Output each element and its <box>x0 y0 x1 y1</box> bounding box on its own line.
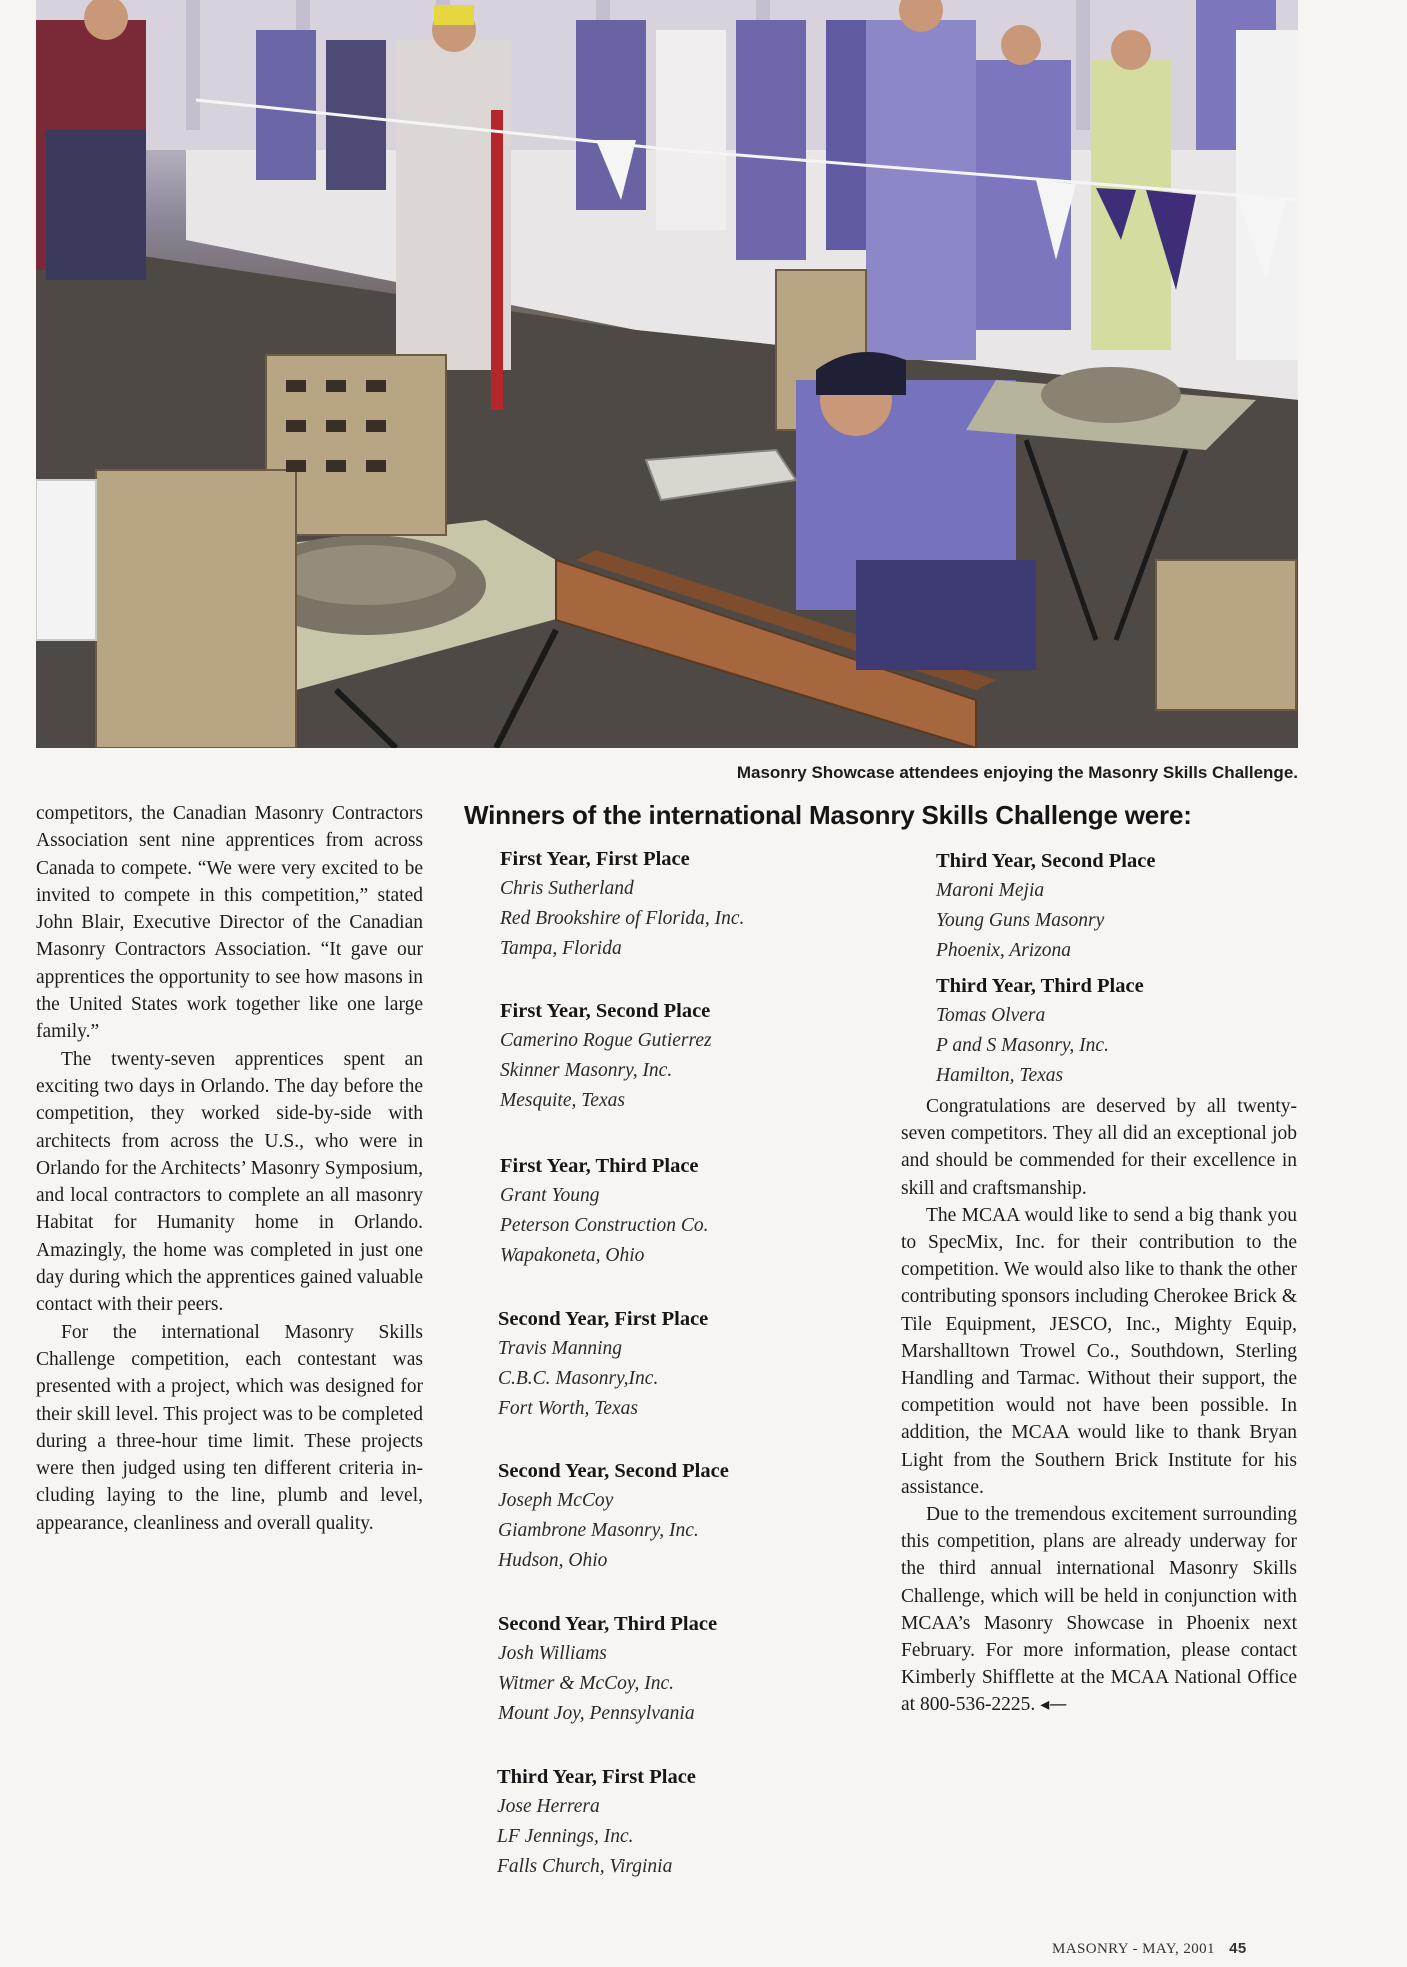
winner-name: Jose Herrera <box>497 1796 600 1817</box>
winner-entry <box>936 972 1236 1091</box>
winner-company: Peterson Construction Co. <box>500 1215 709 1236</box>
paragraph: competitors, the Canadian Masonry Contractors Association sent nine apprentices from across Canada to compete. “We were very excited to be invited to compete in this competition,” stated John Blair, Executive Director of the Canadian Masonry Contractors Association. “It gave our apprentices the opportunity to see how masons in the United States work together like one large family.” <box>36 803 423 1043</box>
masonry-skills-photo <box>36 0 1298 748</box>
photo-caption: Masonry Showcase attendees enjoying the Masonry Skills Challenge. <box>736 763 1298 782</box>
winner-place: First Year, Third Place <box>500 1155 699 1177</box>
paragraph: For the international Masonry Skills Challenge competition, each contestant was presented with a project, which was designed for their skill level. This project was to be completed during a three-hour time limit. These projects were then judged using ten different criteria including laying to the line, plumb and level, appearance, cleanliness and overall quality. <box>36 1321 423 1534</box>
winner-company: P and S Masonry, Inc. <box>936 1035 1109 1056</box>
winner-location: Tampa, Florida <box>500 938 622 959</box>
winner-name: Tomas Olvera <box>936 1005 1046 1026</box>
winner-company: Red Brookshire of Florida, Inc. <box>500 908 745 929</box>
page-number: 45 <box>1229 1940 1247 1957</box>
winner-location: Mesquite, Texas <box>500 1090 625 1111</box>
winner-entry <box>498 1610 798 1729</box>
winner-company: Young Guns Masonry <box>936 910 1105 931</box>
page-footer <box>1052 1940 1247 1958</box>
winner-location: Falls Church, Virginia <box>497 1856 673 1877</box>
winner-place: Second Year, Third Place <box>498 1613 718 1635</box>
winner-place: Second Year, First Place <box>498 1308 709 1330</box>
winner-entry <box>500 997 800 1116</box>
winner-place: Second Year, Second Place <box>498 1460 729 1482</box>
winner-location: Phoenix, Arizona <box>936 940 1072 961</box>
winner-entry <box>936 847 1236 966</box>
winner-location: Wapakoneta, Ohio <box>500 1245 645 1266</box>
paragraph: The MCAA would like to send a big thank you to SpecMix, Inc. for their contribution to the competition. We would also like to thank the other contributing sponsors including Cherokee Brick & Tile Equipment, JESCO, Inc., Mighty Equip, Marshalltown Trowel Co., Southdown, Sterling Handling and Tarmac. Without their support, the competition would not have been possible. In addition, the MCAA would like to thank Bryan Light from the Southern Brick Institute for his assistance. <box>901 1204 1297 1498</box>
winner-name: Travis Manning <box>498 1338 623 1359</box>
winner-name: Grant Young <box>500 1185 600 1206</box>
winner-location: Mount Joy, Pennsylvania <box>498 1703 695 1724</box>
winner-location: Fort Worth, Texas <box>498 1398 638 1419</box>
winner-location: Hudson, Ohio <box>498 1550 608 1571</box>
winner-name: Camerino Rogue Gutierrez <box>500 1030 712 1051</box>
winner-entry <box>497 1763 797 1882</box>
left-column <box>36 800 423 1537</box>
winner-entry <box>500 1152 800 1271</box>
right-column <box>901 1093 1297 1719</box>
winner-entry <box>500 845 800 964</box>
winner-place: Third Year, Third Place <box>936 975 1144 997</box>
photo-illustration <box>36 0 1298 748</box>
winner-name: Chris Sutherland <box>500 878 634 899</box>
paragraph-text: Due to the tremendous excitement surrounding this competition, plans are already underway for the third annual international Masonry Skills Challenge, which will be held in conjunction with MCAA’s Masonry Showcase in Phoenix next February. For more information, please contact Kimberly Shifflette at the MCAA National Office at 800-536-2225. <box>901 1504 1297 1716</box>
winner-location: Hamilton, Texas <box>936 1065 1064 1086</box>
paragraph <box>901 1501 1297 1719</box>
publication-date: MASONRY - MAY, 2001 <box>1052 1941 1215 1957</box>
winner-entry <box>498 1457 798 1576</box>
winner-place: First Year, First Place <box>500 848 690 870</box>
winner-entry <box>498 1305 798 1424</box>
winner-name: Joseph McCoy <box>498 1490 614 1511</box>
winner-company: Witmer & McCoy, Inc. <box>498 1673 675 1694</box>
paragraph: Congratulations are deserved by all twenty-seven competitors. They all did an exceptional job and should be commended for their excellence in skill and craftsmanship. <box>901 1096 1297 1199</box>
winner-company: LF Jennings, Inc. <box>497 1826 634 1847</box>
winner-company: C.B.C. Masonry,Inc. <box>498 1368 659 1389</box>
end-of-article-icon: ◂— <box>1040 1694 1068 1716</box>
winner-place: Third Year, Second Place <box>936 850 1156 872</box>
winner-name: Josh Williams <box>498 1643 607 1664</box>
winner-place: Third Year, First Place <box>497 1766 696 1788</box>
winner-place: First Year, Second Place <box>500 1000 711 1022</box>
winner-company: Skinner Masonry, Inc. <box>500 1060 673 1081</box>
paragraph: The twenty-seven apprentices spent an exciting two days in Orlando. The day before the competition, they worked side-by-side with architects from across the U.S., who were in Orlando for the Architects’ Masonry Symposium, and local contractors to complete an all masonry Habitat for Humanity home in Orlando. Amazingly, the home was completed in just one day during which the apprentices gained valuable contact with their peers. <box>36 1048 423 1316</box>
winners-heading: Winners of the international Masonry Skills Challenge were: <box>464 800 1192 830</box>
winner-name: Maroni Mejia <box>936 880 1045 901</box>
winner-company: Giambrone Masonry, Inc. <box>498 1520 699 1541</box>
